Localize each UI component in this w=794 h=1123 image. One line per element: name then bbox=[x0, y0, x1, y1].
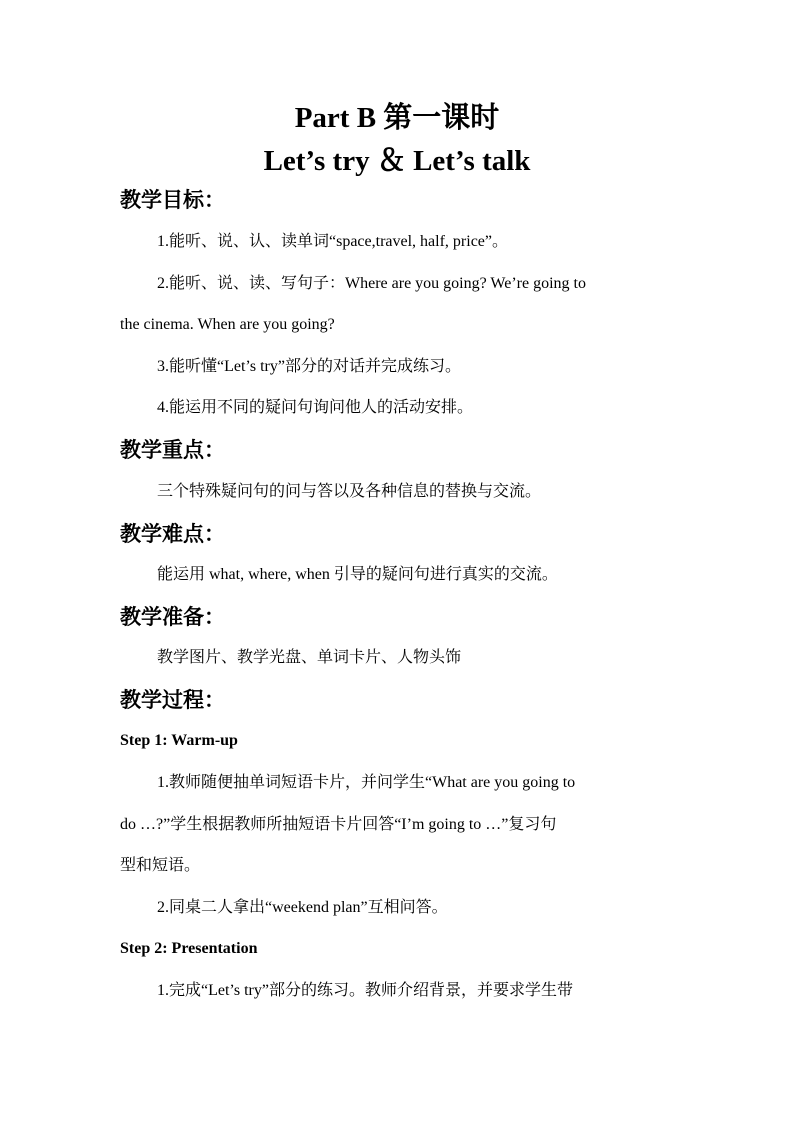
title-line-1: Part B 第一课时 bbox=[294, 102, 500, 134]
objective-item-4: 4.能运用不同的疑问句询问他人的活动安排。 bbox=[157, 399, 474, 416]
title-line-2: Let’s try ＆ Let’s talk bbox=[263, 145, 531, 177]
step-1-item-1-continued-2: 型和短语。 bbox=[120, 857, 201, 874]
objectives-heading: 教学目标： bbox=[120, 188, 225, 212]
step-1-title: Step 1: Warm-up bbox=[120, 732, 238, 749]
key-points-heading: 教学重点： bbox=[120, 438, 225, 462]
preparation-text: 教学图片、教学光盘、单词卡片、人物头饰 bbox=[157, 649, 462, 666]
step-1-item-1: 1.教师随便抽单词短语卡片，并问学生“What are you going to bbox=[157, 774, 576, 791]
objective-item-1: 1.能听、说、认、读单词“space,travel, half, price”。 bbox=[157, 233, 509, 250]
step-2-item-1: 1.完成“Let’s try”部分的练习。教师介绍背景，并要求学生带 bbox=[157, 982, 573, 999]
objective-item-2: 2.能听、说、读、写句子：Where are you going? We’re going to bbox=[157, 275, 586, 292]
objective-item-2-continued: the cinema. When are you going? bbox=[120, 316, 335, 333]
step-1-item-2: 2.同桌二人拿出“weekend plan”互相问答。 bbox=[157, 899, 448, 916]
preparation-heading: 教学准备： bbox=[120, 605, 225, 629]
step-2-title: Step 2: Presentation bbox=[120, 940, 258, 957]
step-1-item-1-continued: do …?”学生根据教师所抽短语卡片回答“I’m going to …”复习句 bbox=[120, 816, 557, 833]
objective-item-3: 3.能听懂“Let’s try”部分的对话并完成练习。 bbox=[157, 358, 461, 375]
process-heading: 教学过程： bbox=[120, 688, 225, 712]
difficulties-heading: 教学难点： bbox=[120, 522, 225, 546]
difficulties-text: 能运用 what, where, when 引导的疑问句进行真实的交流。 bbox=[157, 566, 558, 583]
key-points-text: 三个特殊疑问句的问与答以及各种信息的替换与交流。 bbox=[157, 483, 542, 500]
